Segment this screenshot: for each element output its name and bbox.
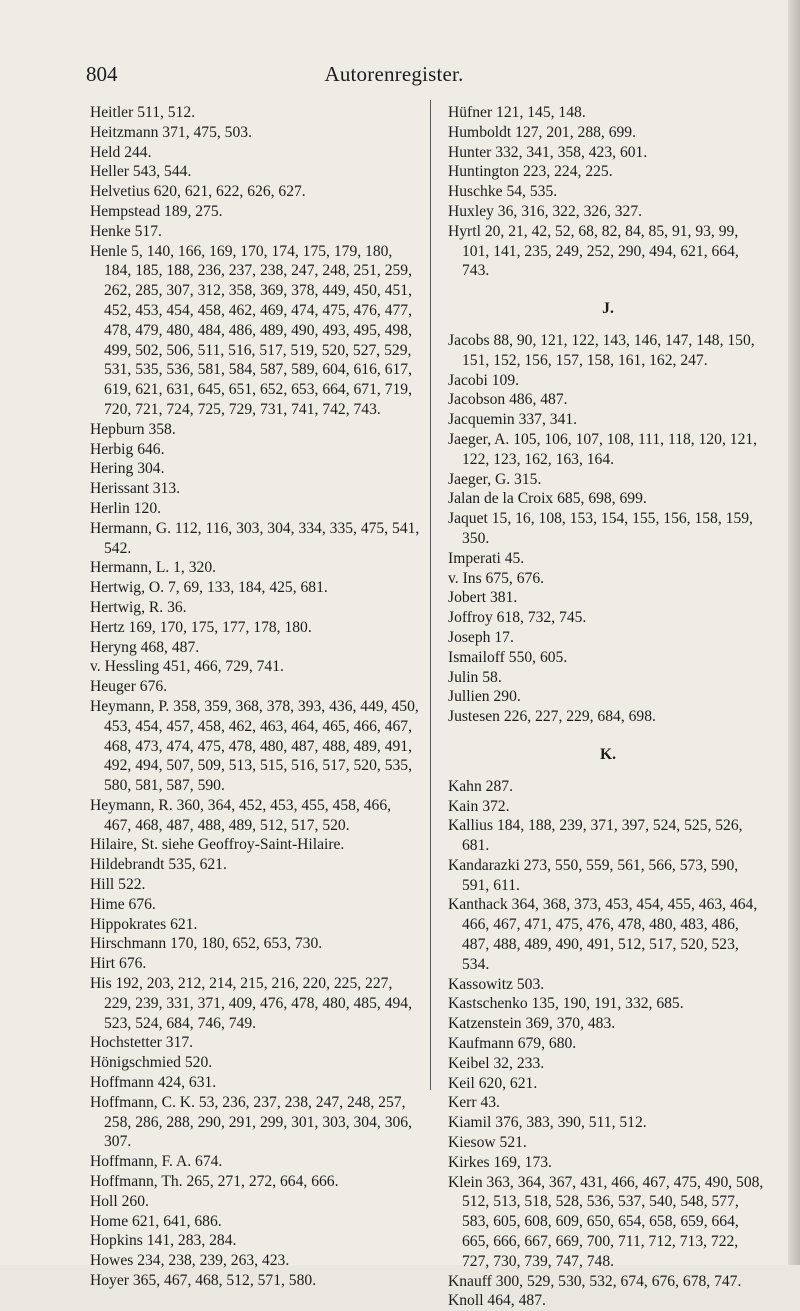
index-entry: Klein 363, 364, 367, 431, 466, 467, 475, 490, 508, 512, 513, 518, 528, 536, 537, 540, 548, 577, 583, 605, 608, 609, 650, 654, 658, 659, 664, 665, 666, 667, 669, 700, 711, 712, 713, 722, 727, 730, 739, 747, 748. [448, 1173, 764, 1270]
index-entry: Katzenstein 369, 370, 483. [448, 1015, 616, 1033]
index-entry: Jalan de la Croix 685, 698, 699. [448, 490, 647, 508]
index-entry: Hepburn 358. [90, 420, 176, 438]
index-entry: Heller 543, 544. [90, 163, 192, 181]
index-entry: Hippokrates 621. [90, 915, 198, 933]
section-letter-j: J. [602, 300, 614, 318]
index-entry: Joseph 17. [448, 628, 514, 646]
index-entry: Hunter 332, 341, 358, 423, 601. [448, 143, 648, 161]
index-entry: Hirt 676. [90, 955, 147, 973]
index-entry: Hime 676. [90, 895, 156, 913]
index-entry: Joffroy 618, 732, 745. [448, 609, 587, 627]
index-entry: Hermann, L. 1, 320. [90, 559, 217, 577]
index-entry: Hertz 169, 170, 175, 177, 178, 180. [90, 618, 312, 636]
index-entry: Hopkins 141, 283, 284. [90, 1232, 237, 1250]
index-entry: Hertwig, O. 7, 69, 133, 184, 425, 681. [90, 579, 328, 597]
index-entry: Hering 304. [90, 460, 165, 478]
index-entry: Jacobson 486, 487. [448, 391, 568, 409]
index-entry: Julin 58. [448, 668, 502, 686]
index-entry: Humboldt 127, 201, 288, 699. [448, 123, 636, 141]
index-entry: Herbig 646. [90, 440, 165, 458]
index-entry: Hill 522. [90, 876, 146, 894]
index-entry: Henke 517. [90, 222, 162, 240]
index-entry: Hoffmann, C. K. 53, 236, 237, 238, 247, 248, 257, 258, 286, 288, 290, 291, 299, 301, 303, 304, 306, 307. [90, 1093, 412, 1151]
index-entry: Howes 234, 238, 239, 263, 423. [90, 1252, 290, 1270]
index-entry: Kanthack 364, 368, 373, 453, 454, 455, 463, 464, 466, 467, 471, 475, 476, 478, 480, 483, 486, 487, 488, 489, 490, 491, 512, 517, 520, 523, 534. [448, 896, 758, 973]
section-letter-k: K. [599, 745, 617, 763]
index-entry: Hempstead 189, 275. [90, 202, 223, 220]
index-column-right [448, 103, 768, 1311]
index-entry: Heymann, P. 358, 359, 368, 378, 393, 436, 449, 450, 453, 454, 457, 458, 462, 463, 464, 465, 466, 467, 468, 473, 474, 475, 478, 480, 487, 488, 489, 491, 492, 494, 507, 509, 513, 515, 516, 517, 520, 535, 580, 581, 587, 590. [90, 697, 419, 795]
index-entry: Jaquet 15, 16, 108, 153, 154, 155, 156, 158, 159, 350. [448, 510, 753, 547]
index-entry: Hochstetter 317. [90, 1034, 194, 1052]
page-edge-shadow [788, 0, 800, 1265]
index-entry: Hönigschmied 520. [90, 1054, 213, 1072]
index-entry: Herlin 120. [90, 499, 162, 517]
index-entry: Kassowitz 503. [448, 975, 545, 993]
index-entry: His 192, 203, 212, 214, 215, 216, 220, 225, 227, 229, 239, 331, 371, 409, 476, 478, 480, 485, 494, 523, 524, 684, 746, 749. [90, 975, 412, 1032]
index-entry: Heymann, R. 360, 364, 452, 453, 455, 458, 466, 467, 468, 487, 488, 489, 512, 517, 520. [90, 796, 392, 834]
index-entry: Kain 372. [448, 797, 510, 815]
index-entry: Jaeger, G. 315. [448, 470, 542, 488]
page-header [0, 62, 788, 86]
index-column-left [90, 103, 422, 1291]
index-entry: Hirschmann 170, 180, 652, 653, 730. [90, 935, 323, 953]
index-entry: Kandarazki 273, 550, 559, 561, 566, 573, 590, 591, 611. [448, 856, 739, 894]
index-entry: Keil 620, 621. [448, 1074, 538, 1092]
index-entry: Jaeger, A. 105, 106, 107, 108, 111, 118, 120, 121, 122, 123, 162, 163, 164. [448, 430, 758, 468]
index-entry: Kahn 287. [448, 777, 513, 795]
index-entry: Hoffmann 424, 631. [90, 1074, 217, 1092]
index-entry: Kiamil 376, 383, 390, 511, 512. [448, 1114, 647, 1132]
index-entry: Kaufmann 679, 680. [448, 1035, 577, 1053]
index-entry: v. Hessling 451, 466, 729, 741. [90, 658, 284, 676]
page-number: 804 [86, 62, 118, 86]
index-entry: Heryng 468, 487. [90, 638, 200, 656]
index-entry: Helvetius 620, 621, 622, 626, 627. [90, 183, 306, 201]
index-entry: Henle 5, 140, 166, 169, 170, 174, 175, 179, 180, 184, 185, 188, 236, 237, 238, 247, 248, 251, 259, 262, 285, 307, 312, 358, 369, 378, 449, 450, 451, 452, 453, 454, 458, 462, 469, 474, 475, 476, 477, 478, 479, 480, 484, 486, 489, 490, 493, 495, 498, 499, 502, 506, 511, 516, 517, 519, 520, 527, 529, 531, 535, 536, 581, 584, 587, 589, 604, 616, 617, 619, 621, 631, 645, 651, 652, 653, 664, 671, 719, 720, 721, 724, 725, 729, 731, 741, 742, 743. [90, 242, 412, 418]
index-entry: Knauff 300, 529, 530, 532, 674, 676, 678, 747. [448, 1272, 742, 1290]
index-group-k [448, 777, 768, 1311]
index-entry: Holl 260. [90, 1192, 149, 1210]
index-entry: Heitzmann 371, 475, 503. [90, 123, 252, 141]
index-entry: Jacobi 109. [448, 371, 520, 389]
index-entry: Huxley 36, 316, 322, 326, 327. [448, 202, 643, 220]
index-entry: Kerr 43. [448, 1094, 500, 1112]
index-entry: Hertwig, R. 36. [90, 598, 187, 616]
index-entry: Jacquemin 337, 341. [448, 411, 578, 429]
index-entry: Huntington 223, 224, 225. [448, 163, 613, 181]
index-entry: Kirkes 169, 173. [448, 1153, 552, 1171]
index-entry: Hoffmann, F. A. 674. [90, 1153, 223, 1171]
index-entry: Hyrtl 20, 21, 42, 52, 68, 82, 84, 85, 91, 93, 99, 101, 141, 235, 249, 252, 290, 494, 621, 664, 743. [448, 222, 739, 280]
index-entry: Imperati 45. [448, 549, 525, 567]
index-group-h [448, 103, 768, 281]
index-entry: Kiesow 521. [448, 1134, 527, 1152]
index-entry: Huschke 54, 535. [448, 183, 558, 201]
index-entry: Hilaire, St. siehe Geoffroy-Saint-Hilaire. [90, 836, 345, 854]
index-entry: v. Ins 675, 676. [448, 569, 545, 587]
column-divider [430, 100, 431, 1090]
index-entry: Herissant 313. [90, 480, 181, 498]
running-title: Autorenregister. [324, 62, 464, 86]
index-entry: Hüfner 121, 145, 148. [448, 104, 586, 121]
index-entry: Knoll 464, 487. [448, 1292, 546, 1310]
index-entry: Jullien 290. [448, 688, 521, 706]
index-entry: Keibel 32, 233. [448, 1054, 545, 1072]
index-entry: Ismailoff 550, 605. [448, 648, 568, 666]
index-entry: Justesen 226, 227, 229, 684, 698. [448, 708, 656, 726]
index-entry: Home 621, 641, 686. [90, 1212, 222, 1230]
index-entry: Hoyer 365, 467, 468, 512, 571, 580. [90, 1272, 317, 1290]
index-entry: Kastschenko 135, 190, 191, 332, 685. [448, 995, 684, 1013]
index-entry: Jobert 381. [448, 589, 518, 607]
index-entry: Hoffmann, Th. 265, 271, 272, 664, 666. [90, 1173, 339, 1191]
index-entry: Hermann, G. 112, 116, 303, 304, 334, 335, 475, 541, 542. [90, 519, 420, 557]
index-entry: Jacobs 88, 90, 121, 122, 143, 146, 147, 148, 150, 151, 152, 156, 157, 158, 161, 162, 247. [448, 331, 755, 369]
index-entry: Kallius 184, 188, 239, 371, 397, 524, 525, 526, 681. [448, 817, 743, 855]
index-entry: Hildebrandt 535, 621. [90, 856, 227, 874]
index-entry: Heuger 676. [90, 678, 168, 696]
index-entry: Held 244. [90, 143, 152, 161]
index-entry: Heitler 511, 512. [90, 104, 196, 121]
index-group-j [448, 331, 768, 727]
